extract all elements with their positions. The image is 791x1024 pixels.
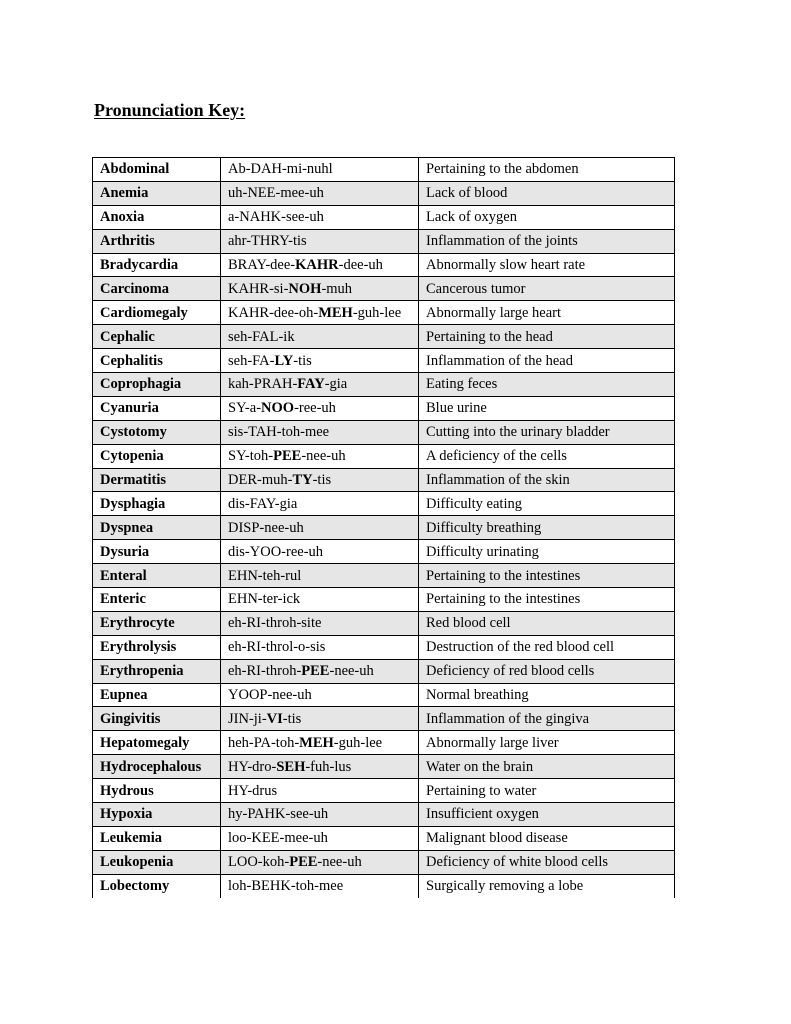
syllable-text: uh-NEE-mee-uh <box>228 185 324 202</box>
term-cell: Dermatitis <box>93 468 221 492</box>
syllable-text: HY-drus <box>228 782 278 799</box>
meaning-cell: Inflammation of the skin <box>419 468 675 492</box>
pronunciation-cell <box>221 659 419 683</box>
syllable-text: kah-PRAH- <box>228 376 298 393</box>
syllable-text: SY-a- <box>228 400 262 417</box>
meaning-cell: Insufficient oxygen <box>419 803 675 827</box>
table-row <box>93 253 675 277</box>
syllable-text: -gia <box>324 376 348 393</box>
meaning-cell: Inflammation of the head <box>419 349 675 373</box>
term-cell: Arthritis <box>93 229 221 253</box>
stressed-syllable: SEH <box>276 758 306 775</box>
table-row <box>93 229 675 253</box>
term-cell: Cephalitis <box>93 349 221 373</box>
table-row <box>93 707 675 731</box>
syllable-text: LOO-koh- <box>228 854 290 871</box>
pronunciation-cell <box>221 540 419 564</box>
term-cell: Hydrocephalous <box>93 755 221 779</box>
table-row <box>93 444 675 468</box>
stressed-syllable: VI <box>266 710 283 727</box>
syllable-text: -tis <box>312 472 332 489</box>
page-title: Pronunciation Key: <box>94 100 246 120</box>
stressed-syllable: LY <box>274 352 294 369</box>
term-cell: Erythropenia <box>93 659 221 683</box>
term-cell: Dysuria <box>93 540 221 564</box>
pronunciation-cell <box>221 205 419 229</box>
stressed-syllable: PEE <box>273 448 302 465</box>
meaning-cell: Surgically removing a lobe <box>419 874 675 897</box>
term-cell: Erythrocyte <box>93 611 221 635</box>
syllable-text: KAHR-dee-oh- <box>228 304 319 321</box>
term-cell: Cytopenia <box>93 444 221 468</box>
meaning-cell: Red blood cell <box>419 611 675 635</box>
pronunciation-cell <box>221 181 419 205</box>
pronunciation-cell <box>221 325 419 349</box>
pronunciation-cell <box>221 468 419 492</box>
pronunciation-cell <box>221 635 419 659</box>
pronunciation-cell <box>221 611 419 635</box>
pronunciation-cell <box>221 683 419 707</box>
syllable-text: eh-RI-throh- <box>228 663 302 680</box>
meaning-cell: Difficulty urinating <box>419 540 675 564</box>
term-cell: Lobectomy <box>93 874 221 897</box>
table-row <box>93 755 675 779</box>
syllable-text: HY-dro- <box>228 758 277 775</box>
pronunciation-cell <box>221 444 419 468</box>
table-row <box>93 205 675 229</box>
meaning-cell: Pertaining to the intestines <box>419 588 675 612</box>
pronunciation-cell <box>221 707 419 731</box>
table-row <box>93 492 675 516</box>
table-row <box>93 301 675 325</box>
meaning-cell: Eating feces <box>419 373 675 397</box>
pronunciation-cell <box>221 396 419 420</box>
table-row <box>93 277 675 301</box>
syllable-text: BRAY-dee- <box>228 257 296 273</box>
table-row <box>93 468 675 492</box>
table-row <box>93 325 675 349</box>
stressed-syllable: PEE <box>289 854 318 871</box>
term-cell: Erythrolysis <box>93 635 221 659</box>
table-row <box>93 683 675 707</box>
stressed-syllable: NOO <box>261 400 295 417</box>
meaning-cell: Abnormally large heart <box>419 301 675 325</box>
term-cell: Hepatomegaly <box>93 731 221 755</box>
syllable-text: -tis <box>282 710 302 727</box>
term-cell: Hypoxia <box>93 803 221 827</box>
term-cell: Anoxia <box>93 205 221 229</box>
meaning-cell: Lack of blood <box>419 181 675 205</box>
syllable-text: seh-FA- <box>228 352 275 369</box>
pronunciation-cell <box>221 516 419 540</box>
pronunciation-cell <box>221 588 419 612</box>
term-cell: Abdominal <box>93 158 221 182</box>
syllable-text: -nee-uh <box>329 663 374 680</box>
term-cell: Hydrous <box>93 779 221 803</box>
table-row <box>93 396 675 420</box>
syllable-text: -muh <box>321 280 353 297</box>
meaning-cell: A deficiency of the cells <box>419 444 675 468</box>
stressed-syllable: PEE <box>301 663 330 680</box>
syllable-text: YOOP-nee-uh <box>228 687 312 704</box>
table-row <box>93 373 675 397</box>
meaning-cell: Water on the brain <box>419 755 675 779</box>
stressed-syllable: NOH <box>288 280 322 297</box>
table-row <box>93 564 675 588</box>
meaning-cell: Abnormally large liver <box>419 731 675 755</box>
syllable-text: hy-PAHK-see-uh <box>228 806 329 823</box>
table-row <box>93 540 675 564</box>
meaning-cell: Normal breathing <box>419 683 675 707</box>
stressed-syllable: MEH <box>299 734 334 751</box>
term-cell: Enteral <box>93 564 221 588</box>
table-row <box>93 158 675 182</box>
pronunciation-cell <box>221 755 419 779</box>
table-row <box>93 659 675 683</box>
pronunciation-cell <box>221 229 419 253</box>
term-cell: Cardiomegaly <box>93 301 221 325</box>
pronunciation-cell <box>221 874 419 897</box>
syllable-text: EHN-teh-rul <box>228 567 302 584</box>
syllable-text: -guh-lee <box>333 734 383 751</box>
syllable-text: -fuh-lus <box>305 758 352 775</box>
meaning-cell: Pertaining to the abdomen <box>419 158 675 182</box>
pronunciation-cell <box>221 158 419 182</box>
syllable-text: sis-TAH-toh-mee <box>228 424 330 441</box>
pronunciation-cell <box>221 253 419 277</box>
meaning-cell: Cutting into the urinary bladder <box>419 420 675 444</box>
meaning-cell: Inflammation of the joints <box>419 229 675 253</box>
syllable-text: EHN-ter-ick <box>228 591 301 608</box>
syllable-text: loh-BEHK-toh-mee <box>228 878 344 895</box>
meaning-cell: Inflammation of the gingiva <box>419 707 675 731</box>
pronunciation-cell <box>221 349 419 373</box>
term-cell: Anemia <box>93 181 221 205</box>
pronunciation-cell <box>221 826 419 850</box>
pronunciation-cell <box>221 850 419 874</box>
table-row <box>93 420 675 444</box>
syllable-text: -guh-lee <box>352 304 402 321</box>
syllable-text: a-NAHK-see-uh <box>228 209 324 226</box>
table-row <box>93 731 675 755</box>
meaning-cell: Lack of oxygen <box>419 205 675 229</box>
table-row <box>93 850 675 874</box>
term-cell: Leukemia <box>93 826 221 850</box>
syllable-text: heh-PA-toh- <box>228 734 300 751</box>
term-cell: Cyanuria <box>93 396 221 420</box>
syllable-text: dis-YOO-ree-uh <box>228 543 324 560</box>
syllable-text: -dee-uh <box>338 257 383 273</box>
meaning-cell: Abnormally slow heart rate <box>419 253 675 277</box>
table-row <box>93 874 675 897</box>
term-cell: Coprophagia <box>93 373 221 397</box>
table-row <box>93 779 675 803</box>
meaning-cell: Deficiency of white blood cells <box>419 850 675 874</box>
syllable-text: -ree-uh <box>294 400 336 417</box>
meaning-cell: Cancerous tumor <box>419 277 675 301</box>
stressed-syllable: MEH <box>318 304 353 321</box>
term-cell: Leukopenia <box>93 850 221 874</box>
pronunciation-cell <box>221 803 419 827</box>
syllable-text: Ab-DAH-mi-nuhl <box>228 161 333 178</box>
syllable-text: DISP-nee-uh <box>228 519 304 536</box>
term-cell: Enteric <box>93 588 221 612</box>
pronunciation-cell <box>221 731 419 755</box>
syllable-text: JIN-ji- <box>228 710 267 727</box>
meaning-cell: Deficiency of red blood cells <box>419 659 675 683</box>
meaning-cell: Malignant blood disease <box>419 826 675 850</box>
syllable-text: ahr-THRY-tis <box>228 233 307 250</box>
syllable-text: seh-FAL-ik <box>228 328 295 345</box>
pronunciation-cell <box>221 492 419 516</box>
table-row <box>93 516 675 540</box>
term-cell: Cephalic <box>93 325 221 349</box>
table-row <box>93 349 675 373</box>
term-cell: Dysphagia <box>93 492 221 516</box>
stressed-syllable: TY <box>292 472 313 489</box>
syllable-text: loo-KEE-mee-uh <box>228 830 328 847</box>
term-cell: Bradycardia <box>93 253 221 277</box>
meaning-cell: Destruction of the red blood cell <box>419 635 675 659</box>
table-row <box>93 803 675 827</box>
table-row <box>93 611 675 635</box>
term-cell: Gingivitis <box>93 707 221 731</box>
meaning-cell: Pertaining to the head <box>419 325 675 349</box>
syllable-text: -tis <box>293 352 312 369</box>
syllable-text: -nee-uh <box>301 448 346 465</box>
pronunciation-cell <box>221 779 419 803</box>
syllable-text: -nee-uh <box>317 854 362 871</box>
meaning-cell: Blue urine <box>419 396 675 420</box>
meaning-cell: Difficulty breathing <box>419 516 675 540</box>
syllable-text: KAHR-si- <box>228 280 289 297</box>
pronunciation-cell <box>221 420 419 444</box>
pronunciation-cell <box>221 564 419 588</box>
table-row <box>93 635 675 659</box>
pronunciation-cell <box>221 301 419 325</box>
table-body <box>93 158 675 898</box>
term-cell: Cystotomy <box>93 420 221 444</box>
table-row <box>93 826 675 850</box>
meaning-cell: Difficulty eating <box>419 492 675 516</box>
meaning-cell: Pertaining to water <box>419 779 675 803</box>
table-row <box>93 181 675 205</box>
term-cell: Carcinoma <box>93 277 221 301</box>
syllable-text: dis-FAY-gia <box>228 495 298 512</box>
meaning-cell: Pertaining to the intestines <box>419 564 675 588</box>
pronunciation-table <box>92 157 675 898</box>
stressed-syllable: KAHR <box>295 257 339 273</box>
syllable-text: eh-RI-throl-o-sis <box>228 639 326 656</box>
term-cell: Eupnea <box>93 683 221 707</box>
table-row <box>93 588 675 612</box>
pronunciation-cell <box>221 277 419 301</box>
syllable-text: DER-muh- <box>228 472 293 489</box>
term-cell: Dyspnea <box>93 516 221 540</box>
stressed-syllable: FAY <box>297 376 325 393</box>
syllable-text: eh-RI-throh-site <box>228 615 322 632</box>
syllable-text: SY-toh- <box>228 448 274 465</box>
pronunciation-cell <box>221 373 419 397</box>
